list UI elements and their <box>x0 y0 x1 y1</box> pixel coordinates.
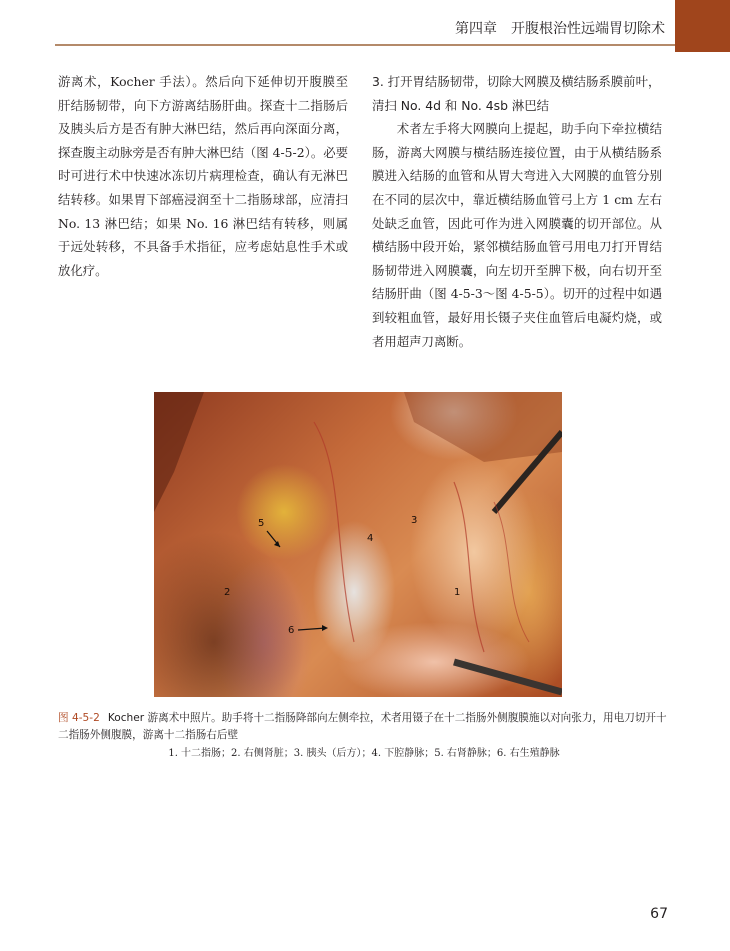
page-number: 67 <box>650 906 668 922</box>
figure-legend: 1. 十二指肠；2. 右侧肾脏；3. 胰头（后方）；4. 下腔静脉；5. 右肾静脉；6. 右生殖静脉 <box>168 748 560 759</box>
header-divider <box>55 44 675 46</box>
photo-label-4: 4 <box>367 533 374 544</box>
arrow-6 <box>298 628 326 630</box>
page-header <box>0 0 730 44</box>
figure-caption-text: Kocher 游离术中照片。助手将十二指肠降部向左侧牵拉，术者用镊子在十二指肠外侧腹膜施以对向张力，用电刀切开十二指肠外侧腹膜，游离十二指肠右后壁 <box>58 712 667 741</box>
chapter-color-tab <box>675 0 730 52</box>
right-text-column <box>372 70 662 353</box>
section-heading-line-2: 清扫 No. 4d 和 No. 4sb 淋巴结 <box>372 97 550 113</box>
photo-label-5: 5 <box>258 518 265 529</box>
surgical-photo <box>154 392 562 697</box>
photo-label-2: 2 <box>224 587 231 598</box>
section-heading-line-1: 3. 打开胃结肠韧带，切除大网膜及横结肠系膜前叶， <box>372 74 661 89</box>
photo-label-1: 1 <box>454 587 461 598</box>
figure-caption <box>58 710 670 743</box>
photo-annotations <box>154 392 562 697</box>
chapter-title: 第四章 开腹根治性远端胃切除术 <box>455 21 665 37</box>
left-text-column <box>58 70 348 282</box>
figure-number: 图 4-5-2 <box>58 712 100 724</box>
photo-label-6: 6 <box>288 625 295 636</box>
right-paragraph: 术者左手将大网膜向上提起，助手向下牵拉横结肠，游离大网膜与横结肠连接位置，由于从横结肠系膜进入结肠的血管和从胃大弯进入大网膜的血管分别在不同的层次中，靠近横结肠血管弓上方 1 cm 左右处缺乏血管，因此可作为进入网膜囊的切开部位。从横结肠中段开始，紧邻横结肠血管弓用电刀打开胃结肠韧带进入网膜囊，向左切开至脾下极，向右切开至结肠肝曲（图 4-5-3～图 4-5-5）。切开的过程中如遇到较粗血管，最好用长镊子夹住血管后电凝灼烧，或者用超声刀离断。 <box>372 121 662 349</box>
left-paragraph: 游离术，Kocher 手法）。然后向下延伸切开腹膜至肝结肠韧带，向下方游离结肠肝曲。探查十二指肠后及胰头后方是否有肿大淋巴结，然后再向深面分离，探查腹主动脉旁是否有肿大淋巴结（图 4-5-2）。必要时可进行术中快速冰冻切片病理检查，确认有无淋巴结转移。如果胃下部癌浸润至十二指肠球部，应清扫 No. 13 淋巴结；如果 No. 16 淋巴结有转移，则属于远处转移，不具备手术指征，应考虑姑息性手术或放化疗。 <box>58 74 348 278</box>
photo-label-3: 3 <box>411 515 418 526</box>
retractor-instrument <box>454 662 562 692</box>
